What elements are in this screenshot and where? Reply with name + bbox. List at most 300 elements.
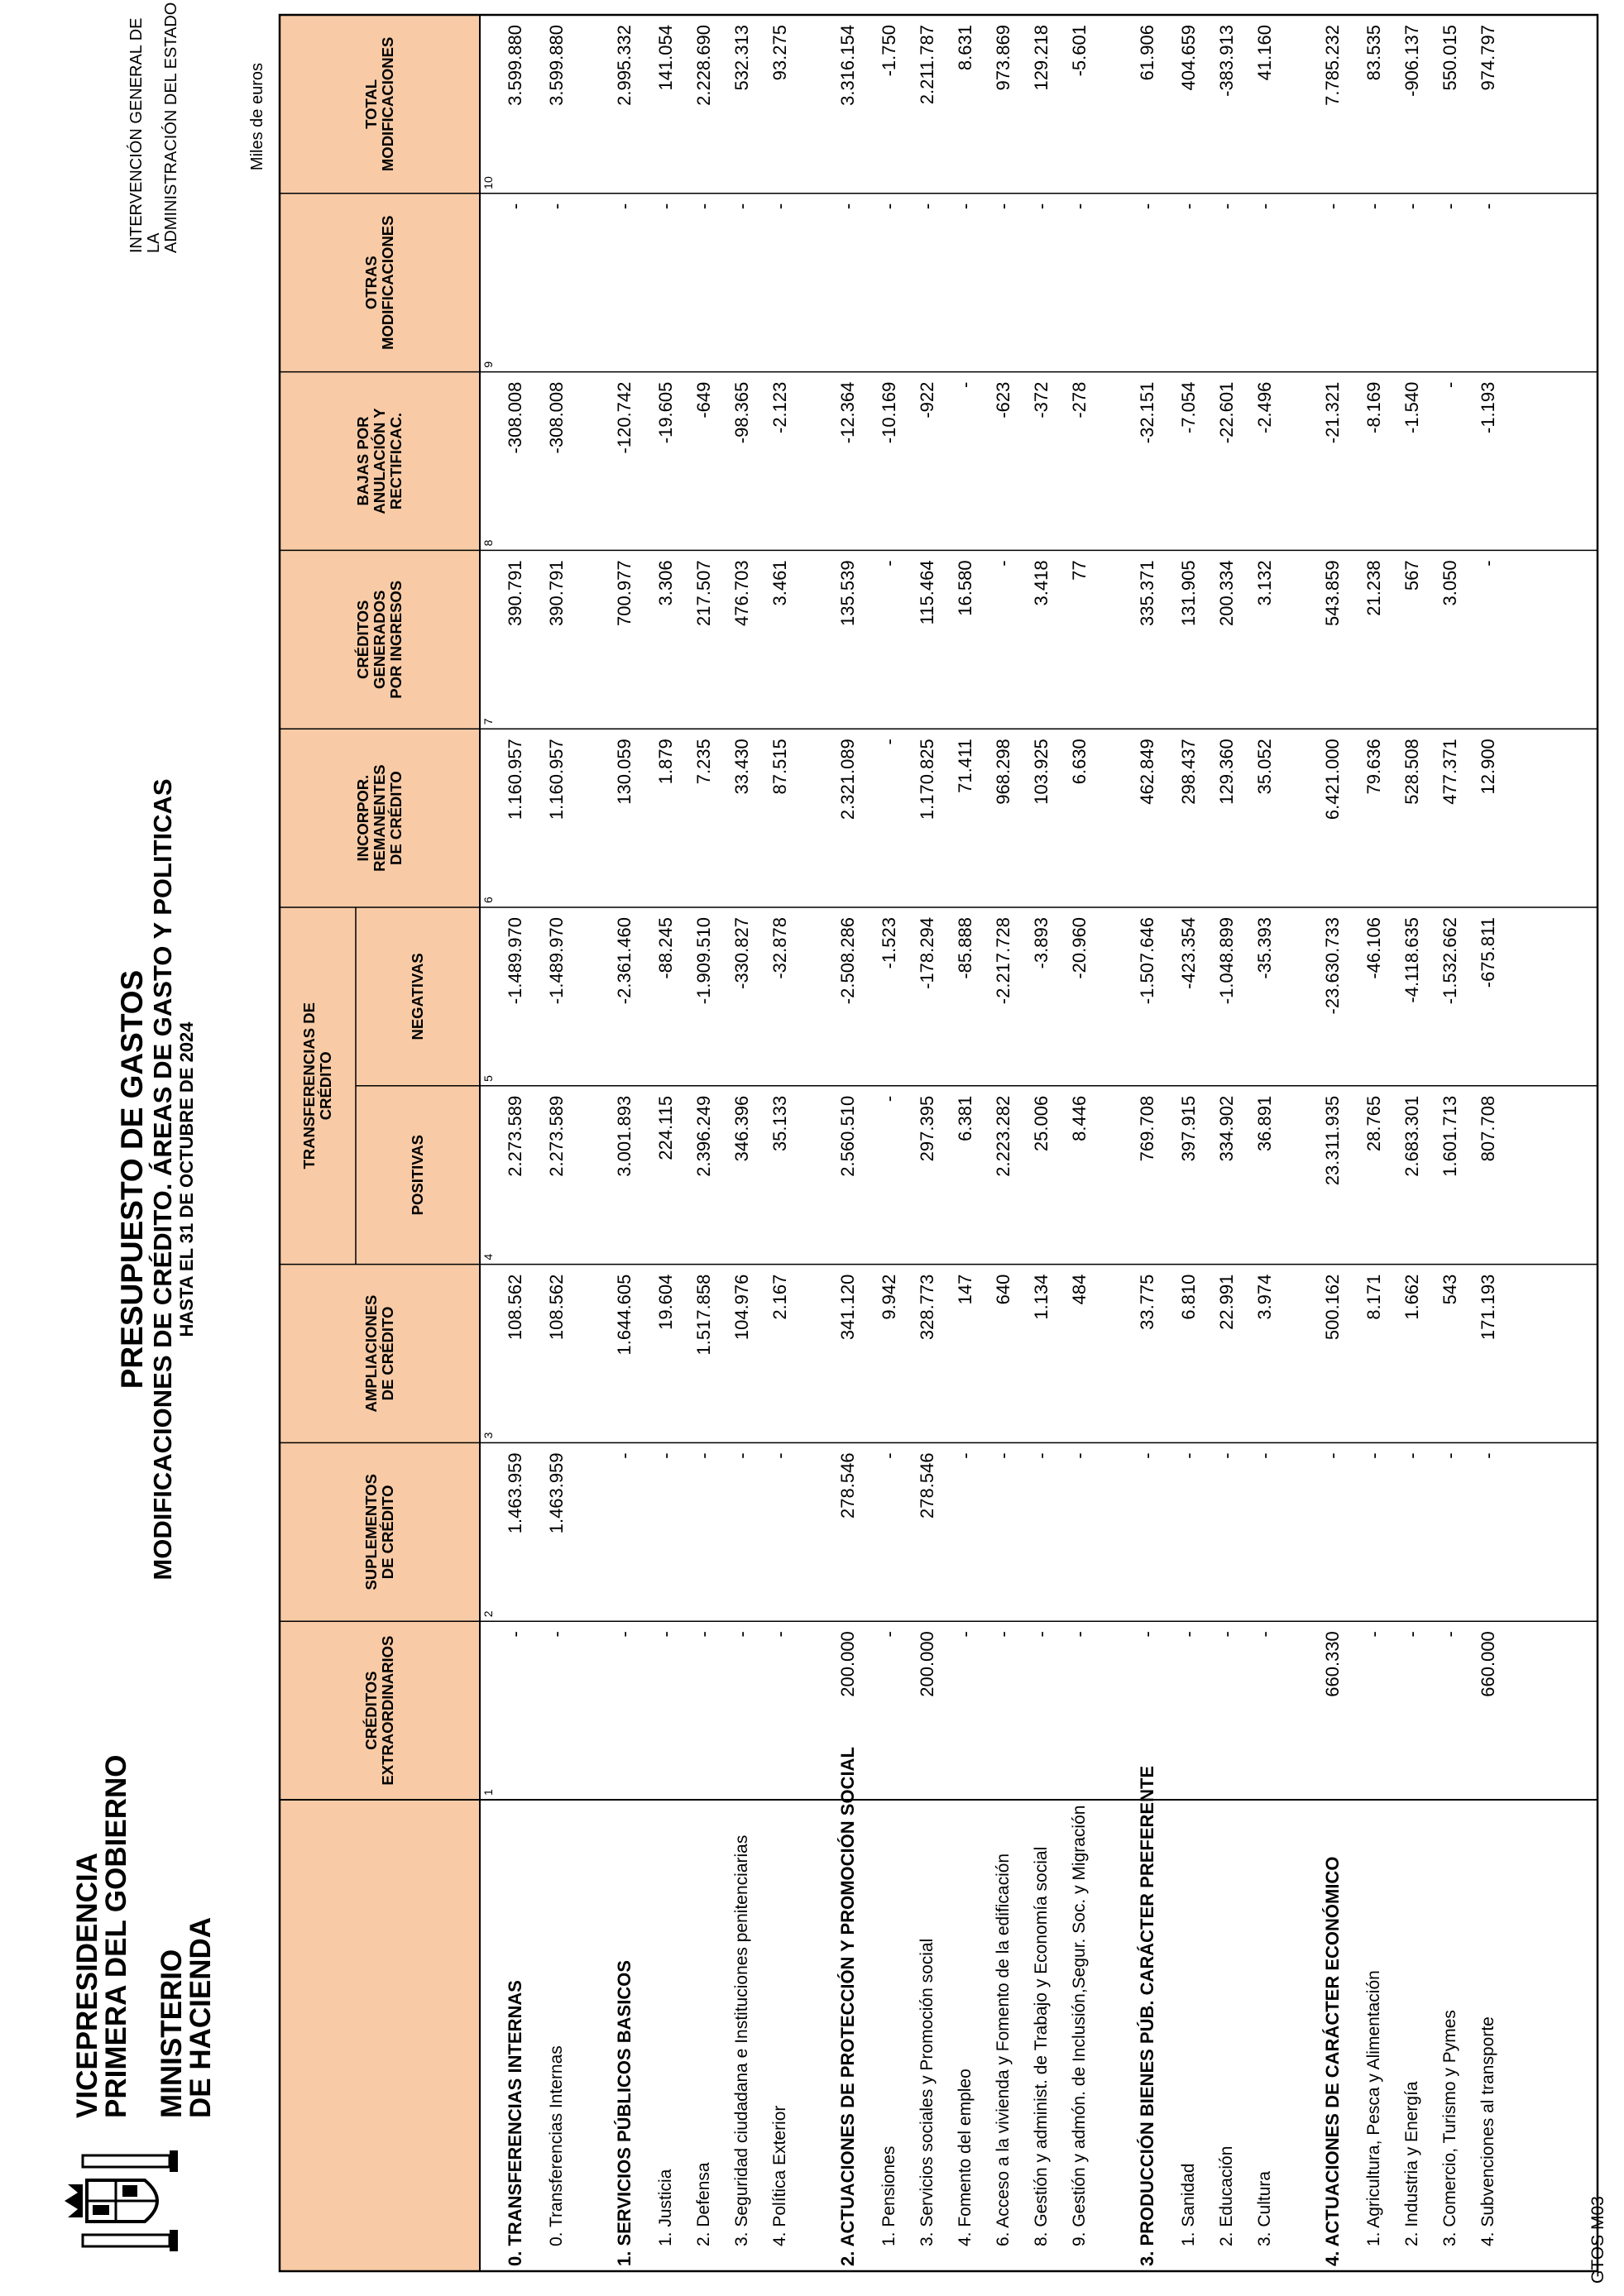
cell-value: -423.354 (1178, 917, 1199, 989)
row-label: 4. Subvenciones al transporte (1478, 2016, 1497, 2246)
cell-value: - (1401, 1631, 1422, 1638)
cell-value: -330.827 (731, 917, 752, 989)
cell-value: 1.463.959 (505, 1452, 525, 1534)
cell-value: - (614, 1452, 635, 1459)
cell-value: 7.785.232 (1322, 25, 1343, 106)
cell-value: 103.925 (1031, 739, 1052, 805)
cell-value: 476.703 (731, 560, 752, 626)
cell-value: -2.361.460 (614, 917, 635, 1005)
cell-value: 6.630 (1069, 739, 1090, 785)
row-label: 1. Pensiones (879, 2145, 898, 2246)
cell-value: -88.245 (655, 917, 676, 979)
cell-value: - (955, 1452, 975, 1459)
cell-value: - (1322, 1452, 1343, 1459)
cell-value: 131.905 (1178, 560, 1199, 626)
cell-value: - (955, 1631, 975, 1638)
table-row-policy (1355, 0, 1393, 2296)
col-header-incorporaciones (280, 729, 480, 907)
table-row-policy (723, 0, 761, 2296)
cell-value: -19.605 (655, 381, 676, 444)
row-label: 3. Cultura (1255, 2170, 1274, 2246)
cell-value: 147 (955, 1274, 975, 1305)
cell-value: -1.523 (879, 917, 899, 969)
cell-value: - (955, 203, 975, 210)
cell-value: - (769, 203, 790, 210)
table-row-area (1314, 0, 1352, 2296)
cell-value: 2.560.510 (837, 1095, 858, 1177)
ministry-line2: DE HACIENDA (184, 1916, 217, 2118)
col-header-bajas (280, 372, 480, 551)
row-label: 4. Fomento del empleo (956, 2069, 975, 2246)
cell-value: 500.162 (1322, 1274, 1343, 1341)
cell-value: 404.659 (1178, 25, 1199, 91)
row-label: 2. ACTUACIONES DE PROTECCIÓN Y PROMOCIÓN SOCIAL (837, 1747, 858, 2266)
table-row-policy (1061, 0, 1099, 2296)
cell-value: 974.797 (1478, 25, 1498, 91)
cell-value: 77 (1069, 560, 1090, 581)
column-number: 10 (481, 176, 495, 189)
cell-value: 297.395 (917, 1095, 937, 1162)
cell-value: 108.562 (505, 1274, 525, 1341)
row-label: 1. Agricultura, Pesca y Alimentación (1364, 1970, 1383, 2246)
table-row-area (496, 0, 534, 2296)
col2-line1: SUPLEMENTOS (362, 1474, 380, 1590)
col6-line3: DE CRÉDITO (387, 771, 405, 865)
column-number: 5 (481, 1075, 495, 1082)
cell-value: - (1440, 203, 1460, 210)
cell-value: -178.294 (917, 917, 937, 989)
cell-value: -1.532.662 (1440, 917, 1460, 1005)
table-row-policy (1170, 0, 1208, 2296)
cell-value: 2.223.282 (993, 1095, 1013, 1177)
cell-value: - (1254, 1452, 1275, 1459)
cell-value: - (1137, 1631, 1157, 1638)
transfer-line1: TRANSFERENCIAS DE (300, 1002, 318, 1170)
cell-value: - (837, 203, 858, 210)
cell-value: - (1069, 203, 1090, 210)
cell-value: 769.708 (1137, 1095, 1157, 1162)
cell-value: -23.630.733 (1322, 917, 1343, 1015)
cell-value: - (1216, 1452, 1237, 1459)
cell-value: - (655, 203, 676, 210)
cell-value: 334.902 (1216, 1095, 1237, 1162)
col1-line2: EXTRAORDINARIOS (379, 1635, 396, 1786)
col-header-negativas: NEGATIVAS (409, 953, 426, 1040)
row-label: 8. Gestión y administ. de Trabajo y Economía social (1032, 1846, 1051, 2246)
cell-value: -7.054 (1178, 381, 1199, 433)
igae-line2: ADMINISTRACIÓN DEL ESTADO (162, 2, 180, 253)
col-header-generados (280, 550, 480, 729)
cell-value: 83.535 (1363, 25, 1384, 81)
cell-value: 640 (993, 1274, 1013, 1305)
cell-value: 6.810 (1178, 1274, 1199, 1320)
ministry-line1: MINISTERIO (156, 1949, 188, 2118)
column-number: 7 (481, 718, 495, 725)
cell-value: 2.211.787 (917, 25, 937, 105)
cell-value: - (1401, 203, 1422, 210)
cell-value: - (879, 1631, 899, 1638)
cell-value: - (1031, 1631, 1052, 1638)
cell-value: 3.461 (769, 560, 790, 606)
table-row-policy (1023, 0, 1061, 2296)
cell-value: 129.360 (1216, 739, 1237, 805)
cell-value: 2.995.332 (614, 25, 635, 106)
cell-value: - (993, 1631, 1013, 1638)
col6-line2: REMANENTES (371, 764, 388, 872)
cell-value: 33.775 (1137, 1274, 1157, 1330)
cell-value: 108.562 (546, 1274, 567, 1341)
cell-value: 328.773 (917, 1274, 937, 1341)
table-row-area (1128, 0, 1167, 2296)
col3-line2: DE CRÉDITO (379, 1306, 396, 1401)
cell-value: 3.316.154 (837, 25, 858, 106)
col-header-total-line1: TOTAL (362, 79, 380, 129)
cell-value: -35.393 (1254, 917, 1275, 979)
cell-value: 3.050 (1440, 560, 1460, 606)
column-number: 1 (481, 1789, 495, 1796)
cell-value: 2.396.249 (693, 1095, 714, 1177)
cell-value: - (1216, 203, 1237, 210)
cell-value: - (505, 1631, 525, 1638)
cell-value: 3.132 (1254, 560, 1275, 606)
cell-value: -32.878 (769, 917, 790, 979)
cell-value: -1.489.970 (505, 917, 525, 1005)
cell-value: 2.321.089 (837, 739, 858, 820)
cell-value: 1.160.957 (505, 739, 525, 820)
cell-value: -623 (993, 381, 1013, 419)
cell-value: - (1478, 203, 1498, 210)
cell-value: -85.888 (955, 917, 975, 979)
cell-value: 2.273.589 (505, 1095, 525, 1177)
column-number: 8 (481, 539, 495, 547)
cell-value: - (1254, 203, 1275, 210)
cell-value: 41.160 (1254, 25, 1275, 81)
row-label: 3. PRODUCCIÓN BIENES PÚB. CARÁCTER PREFERENTE (1137, 1765, 1157, 2266)
cell-value: -22.601 (1216, 381, 1237, 444)
transfer-line2: CRÉDITO (317, 1051, 334, 1121)
cell-value: 61.906 (1137, 25, 1157, 81)
cell-value: - (955, 381, 975, 388)
cell-value: 33.430 (731, 739, 752, 795)
cell-value: 1.134 (1031, 1274, 1052, 1320)
col-header-transferencias (280, 907, 356, 1265)
cell-value: 477.371 (1440, 739, 1460, 805)
column-number: 4 (481, 1253, 495, 1260)
cell-value: 484 (1069, 1274, 1090, 1305)
cell-value: 968.298 (993, 739, 1013, 805)
table-row-policy (538, 0, 576, 2296)
cell-value: 390.791 (546, 560, 567, 626)
cell-value: -308.008 (546, 381, 567, 454)
col7-line1: CRÉDITOS (354, 600, 371, 679)
cell-value: 130.059 (614, 739, 635, 805)
cell-value: 135.539 (837, 560, 858, 626)
cell-value: - (614, 203, 635, 210)
cell-value: - (693, 1631, 714, 1638)
cell-value: - (693, 1452, 714, 1459)
table-row-policy (984, 0, 1023, 2296)
cell-value: -2.123 (769, 381, 790, 433)
cell-value: 3.001.893 (614, 1095, 635, 1177)
cell-value: - (917, 203, 937, 210)
cell-value: -1.750 (879, 25, 899, 77)
cell-value: 3.974 (1254, 1274, 1275, 1320)
cell-value: 22.991 (1216, 1274, 1237, 1330)
cell-value: 528.508 (1401, 739, 1422, 805)
cell-value: -922 (917, 381, 937, 419)
cell-value: -3.893 (1031, 917, 1052, 969)
cell-value: - (879, 203, 899, 210)
col-header-suplementos (280, 1442, 480, 1621)
cell-value: 141.054 (655, 25, 676, 91)
cell-value: -308.008 (505, 381, 525, 454)
col7-line2: GENERADOS (371, 590, 388, 689)
cell-value: - (693, 203, 714, 210)
cell-value: -4.118.635 (1401, 917, 1422, 1003)
cell-value: - (655, 1631, 676, 1638)
cell-value: 2.228.690 (693, 25, 714, 106)
col-header-otras-line2: MODIFICACIONES (379, 215, 396, 350)
cell-value: 9.942 (879, 1274, 899, 1320)
table-row-policy (1246, 0, 1284, 2296)
cell-value: 200.000 (837, 1631, 858, 1697)
cell-value: - (1478, 1452, 1498, 1459)
row-label: 2. Defensa (694, 2162, 713, 2246)
cell-value: 224.115 (655, 1095, 676, 1160)
cell-value: - (993, 203, 1013, 210)
column-number: 2 (481, 1610, 495, 1618)
cell-value: -1.193 (1478, 381, 1498, 433)
row-label: 4. Política Exterior (770, 2105, 789, 2246)
cell-value: 3.418 (1031, 560, 1052, 606)
cell-value: 462.849 (1137, 739, 1157, 805)
cell-value: - (879, 1095, 899, 1103)
cell-value: 129.218 (1031, 25, 1052, 91)
cell-value: -1.909.510 (693, 917, 714, 1005)
cell-value: 8.446 (1069, 1095, 1090, 1141)
cell-value: - (614, 1631, 635, 1638)
cell-value: -1.540 (1401, 381, 1422, 433)
col6-line1: INCORPOR. (354, 774, 371, 862)
cell-value: 217.507 (693, 560, 714, 626)
cell-value: -649 (693, 381, 714, 419)
cell-value: - (655, 1452, 676, 1459)
cell-value: - (731, 203, 752, 210)
cell-value: -12.364 (837, 381, 858, 444)
col-header-creditos-extraordinarios (280, 1621, 480, 1800)
cell-value: - (769, 1631, 790, 1638)
cell-value: - (993, 1452, 1013, 1459)
cell-value: - (1440, 1631, 1460, 1638)
cell-value: -675.811 (1478, 917, 1498, 988)
row-label: 6. Acceso a la vivienda y Fomento de la edificación (994, 1853, 1013, 2246)
row-label: 3. Seguridad ciudadana e Instituciones penitenciarias (732, 1834, 751, 2246)
col-header-total (280, 15, 480, 194)
row-label: 3. Comercio, Turismo y Pymes (1440, 2010, 1459, 2246)
cell-value: 6.421.000 (1322, 739, 1343, 820)
cell-value: -383.913 (1216, 25, 1237, 97)
cell-value: -278 (1069, 381, 1090, 419)
cell-value: - (769, 1452, 790, 1459)
cell-value: -120.742 (614, 381, 635, 454)
cell-value: -5.601 (1069, 25, 1090, 77)
cell-value: 71.411 (955, 739, 975, 793)
column-number: 3 (481, 1432, 495, 1439)
column-number: 6 (481, 897, 495, 903)
cell-value: 36.891 (1254, 1095, 1275, 1152)
cell-value: 171.193 (1478, 1274, 1498, 1341)
cell-value: 79.636 (1363, 739, 1384, 795)
row-label: 9. Gestión y admón. de Inclusión,Segur. Soc. y Migración (1070, 1805, 1089, 2246)
cell-value: 3.306 (655, 560, 676, 606)
cell-value: - (1478, 560, 1498, 567)
cell-value: 1.601.713 (1440, 1095, 1460, 1177)
cell-value: 200.000 (917, 1631, 937, 1697)
cell-value: 16.580 (955, 560, 975, 616)
table-row-area (606, 0, 644, 2296)
cell-value: 973.869 (993, 25, 1013, 91)
cell-value: 660.000 (1478, 1631, 1498, 1697)
cell-value: 3.599.880 (505, 25, 525, 106)
cell-value: -20.960 (1069, 917, 1090, 979)
cell-value: 93.275 (769, 25, 790, 81)
col-header-total-line2: MODIFICACIONES (379, 36, 396, 172)
cell-value: 700.977 (614, 560, 635, 626)
table-row-policy (761, 0, 799, 2296)
cell-value: -8.169 (1363, 381, 1384, 433)
cell-value: 2.167 (769, 1274, 790, 1320)
row-label: 1. Justicia (656, 2169, 675, 2246)
col-header-ampliaciones (280, 1265, 480, 1443)
cell-value: 6.381 (955, 1095, 975, 1141)
cell-value: 21.238 (1363, 560, 1384, 616)
cell-value: - (1069, 1631, 1090, 1638)
cell-value: 35.133 (769, 1095, 790, 1152)
cell-value: - (1137, 1452, 1157, 1459)
cell-value: 346.396 (731, 1095, 752, 1162)
cell-value: - (993, 560, 1013, 567)
cell-value: - (1440, 1452, 1460, 1459)
column-number: 9 (481, 361, 495, 368)
cell-value: -2.496 (1254, 381, 1275, 433)
cell-value: 278.546 (837, 1452, 858, 1519)
title-line2: MODIFICACIONES DE CRÉDITO. ÁREAS DE GASTO Y POLITICAS (148, 778, 177, 1581)
cell-value: - (1363, 1631, 1384, 1638)
col3-line1: AMPLIACIONES (362, 1294, 380, 1413)
table-row-policy (1393, 0, 1431, 2296)
cell-value: - (1440, 381, 1460, 388)
cell-value: 397.915 (1178, 1095, 1199, 1162)
row-label: 2. Educación (1217, 2145, 1236, 2246)
cell-value: 2.683.301 (1401, 1095, 1422, 1177)
cell-value: 35.052 (1254, 739, 1275, 795)
cell-value: 1.170.825 (917, 739, 937, 820)
col8-line3: RECTIFICAC. (387, 412, 405, 510)
cell-value: 87.515 (769, 739, 790, 795)
cell-value: 1.644.605 (614, 1274, 635, 1356)
cell-value: - (1322, 203, 1343, 210)
cell-value: 3.599.880 (546, 25, 567, 106)
col2-line2: DE CRÉDITO (379, 1485, 396, 1580)
table-row-policy (946, 0, 984, 2296)
row-label: 1. SERVICIOS PÚBLICOS BASICOS (614, 1959, 635, 2266)
cell-value: - (1137, 203, 1157, 210)
cell-value: 2.273.589 (546, 1095, 567, 1177)
cell-value: 28.765 (1363, 1095, 1384, 1152)
cell-value: - (1178, 1631, 1199, 1638)
row-label: 0. TRANSFERENCIAS INTERNAS (505, 1980, 525, 2266)
cell-value: 23.311.935 (1322, 1095, 1343, 1186)
cell-value: - (879, 560, 899, 567)
cell-value: 8.631 (955, 25, 975, 71)
row-label: 2. Industria y Energía (1402, 2081, 1421, 2246)
cell-value: 104.976 (731, 1274, 752, 1341)
cell-value: -1.048.899 (1216, 917, 1237, 1005)
table-row-policy (685, 0, 723, 2296)
cell-value: - (1178, 1452, 1199, 1459)
cell-value: - (1363, 1452, 1384, 1459)
row-label: 3. Servicios sociales y Promoción social (917, 1938, 937, 2246)
cell-value: 25.006 (1031, 1095, 1052, 1152)
table-row-policy (870, 0, 908, 2296)
cell-value: 200.334 (1216, 560, 1237, 626)
cell-value: - (879, 739, 899, 745)
cell-value: - (1031, 203, 1052, 210)
col-header-otras (280, 194, 480, 372)
table-row-policy (908, 0, 946, 2296)
row-label: 1. Sanidad (1179, 2163, 1198, 2246)
cell-value: -372 (1031, 381, 1052, 419)
cell-value: - (1178, 203, 1199, 210)
cell-value: 278.546 (917, 1452, 937, 1519)
title-line3: HASTA EL 31 DE OCTUBRE DE 2024 (176, 1021, 197, 1337)
table-row-area (829, 0, 867, 2296)
cell-value: -1.507.646 (1137, 917, 1157, 1005)
cell-value: 550.015 (1440, 25, 1460, 91)
cell-value: 532.313 (731, 25, 752, 91)
cell-value: -98.365 (731, 381, 752, 444)
table-row-policy (647, 0, 685, 2296)
cell-value: - (731, 1452, 752, 1459)
cell-value: -2.508.286 (837, 917, 858, 1005)
table-row-policy (1469, 0, 1507, 2296)
footer-code: GTOS M03 (1588, 2196, 1607, 2284)
cell-value: -10.169 (879, 381, 899, 444)
cell-value: 7.235 (693, 739, 714, 785)
table-row-policy (1431, 0, 1469, 2296)
col-header-otras-line1: OTRAS (362, 256, 380, 310)
table-row-policy (1208, 0, 1246, 2296)
cell-value: -906.137 (1401, 25, 1422, 97)
col1-line1: CRÉDITOS (362, 1671, 380, 1750)
cell-value: -21.321 (1322, 381, 1343, 444)
cell-value: - (879, 1452, 899, 1459)
cell-value: 1.160.957 (546, 739, 567, 820)
cell-value: 8.171 (1363, 1274, 1384, 1320)
col8-line1: BAJAS POR (354, 416, 371, 506)
cell-value: 1.517.858 (693, 1274, 714, 1356)
cell-value: 19.604 (655, 1274, 676, 1330)
cell-value: 567 (1401, 560, 1422, 591)
igae-line1: INTERVENCIÓN GENERAL DE LA (127, 17, 163, 253)
cell-value: 807.708 (1478, 1095, 1498, 1162)
cell-value: - (546, 1631, 567, 1638)
cell-value: - (546, 203, 567, 210)
cell-value: 1.662 (1401, 1274, 1422, 1320)
cell-value: 298.437 (1178, 739, 1199, 805)
title-line1: PRESUPUESTO DE GASTOS (115, 969, 149, 1390)
cell-value: -46.106 (1363, 917, 1384, 979)
